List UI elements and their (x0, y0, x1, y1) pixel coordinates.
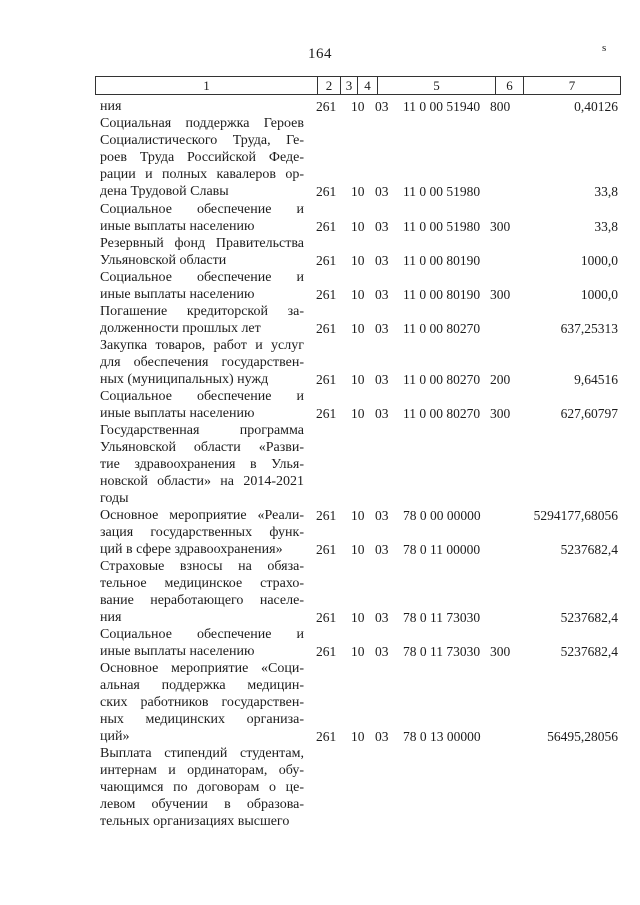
row-description (100, 558, 304, 626)
cell-col-2: 261 (316, 729, 337, 744)
cell-col-7: 5237682,4 (560, 610, 618, 625)
row-description (100, 337, 304, 388)
cell-col-2: 261 (316, 99, 337, 114)
cell-col-3: 10 (351, 372, 365, 387)
cell-col-6: 200 (490, 372, 511, 387)
description-line: долженности прошлых лет (100, 321, 261, 336)
header-col-7: 7 (568, 78, 576, 93)
description-line: вание неработающего населе- (100, 593, 304, 608)
cell-col-3: 10 (351, 406, 365, 421)
row-description (100, 745, 304, 830)
cell-col-5: 11 0 00 80270 (403, 321, 481, 336)
description-line: ния (100, 610, 122, 625)
cell-col-5: 11 0 00 80270 (403, 406, 481, 421)
corner-mark: s (602, 42, 607, 54)
cell-col-5: 78 0 00 00000 (403, 508, 481, 523)
cell-col-2: 261 (316, 253, 337, 268)
description-line: Выплата стипендий студентам, (100, 746, 304, 761)
cell-col-5: 78 0 11 73030 (403, 610, 481, 625)
cell-col-4: 03 (375, 287, 389, 302)
description-line: альная поддержка медицин- (100, 678, 304, 693)
cell-col-6: 300 (490, 287, 511, 302)
row-description (100, 507, 304, 558)
header-col-2: 2 (318, 77, 341, 94)
row-description (100, 235, 304, 269)
cell-col-7: 5237682,4 (560, 644, 618, 659)
cell-col-5: 11 0 00 51980 (403, 184, 481, 199)
description-line: Социальное обеспечение и (100, 270, 304, 285)
description-line: иные выплаты населению (100, 287, 255, 302)
cell-col-5: 11 0 00 80190 (403, 287, 481, 302)
description-line: иные выплаты населению (100, 406, 255, 421)
description-line: новской области» на 2014-2021 (100, 474, 304, 489)
cell-col-7: 0,40126 (574, 99, 618, 114)
description-line: зация государственных функ- (100, 525, 304, 540)
cell-col-7: 9,64516 (574, 372, 618, 387)
page-number: 164 (308, 46, 332, 62)
cell-col-3: 10 (351, 219, 365, 234)
cell-col-4: 03 (375, 184, 389, 199)
description-line: тельных организациях высшего (100, 814, 290, 829)
description-line: Погашение кредиторской за- (100, 304, 304, 319)
cell-col-3: 10 (351, 610, 365, 625)
description-line: дена Трудовой Славы (100, 184, 229, 199)
cell-col-5: 11 0 00 80270 (403, 372, 481, 387)
cell-col-3: 10 (351, 542, 365, 557)
cell-col-7: 56495,28056 (547, 729, 618, 744)
description-line: ских работников государствен- (100, 695, 304, 710)
cell-col-4: 03 (375, 406, 389, 421)
description-line: Основное мероприятие «Соци- (100, 661, 304, 676)
cell-col-4: 03 (375, 644, 389, 659)
cell-col-4: 03 (375, 99, 389, 114)
cell-col-6: 300 (490, 406, 511, 421)
description-line: Ульяновской области (100, 253, 227, 268)
description-line: для обеспечения государствен- (100, 355, 304, 370)
cell-col-5: 78 0 11 00000 (403, 542, 481, 557)
row-description (100, 201, 304, 235)
description-line: Социальное обеспечение и (100, 202, 304, 217)
row-description (100, 626, 304, 660)
description-line: ных медицинских организа- (100, 712, 304, 727)
description-line: Социальное обеспечение и (100, 627, 304, 642)
description-line: ций» (100, 729, 130, 744)
row-description (100, 269, 304, 303)
description-line: Социальная поддержка Героев (100, 116, 304, 131)
description-line: ных (муниципальных) нужд (100, 372, 269, 387)
cell-col-2: 261 (316, 644, 337, 659)
cell-col-4: 03 (375, 372, 389, 387)
cell-col-2: 261 (316, 610, 337, 625)
description-line: Социальное обеспечение и (100, 389, 304, 404)
cell-col-3: 10 (351, 184, 365, 199)
row-description (100, 303, 304, 337)
description-line: Ульяновской области «Разви- (100, 440, 304, 455)
cell-col-7: 637,25313 (560, 321, 618, 336)
cell-col-7: 33,8 (594, 184, 618, 199)
cell-col-3: 10 (351, 729, 365, 744)
cell-col-4: 03 (375, 610, 389, 625)
description-line: иные выплаты населению (100, 644, 255, 659)
description-line: рации и полных кавалеров ор- (100, 167, 304, 182)
description-line: Социалистического Труда, Ге- (100, 133, 304, 148)
cell-col-5: 11 0 00 51980 (403, 219, 481, 234)
cell-col-2: 261 (316, 406, 337, 421)
header-col-5: 5 (378, 77, 496, 94)
cell-col-3: 10 (351, 287, 365, 302)
cell-col-7: 1000,0 (580, 287, 618, 302)
cell-col-4: 03 (375, 729, 389, 744)
header-col-3: 3 (341, 77, 358, 94)
cell-col-5: 78 0 11 73030 (403, 644, 481, 659)
cell-col-3: 10 (351, 644, 365, 659)
header-col-6: 6 (496, 77, 524, 94)
row-description (100, 115, 304, 200)
header-col-4: 4 (358, 77, 378, 94)
cell-col-7: 627,60797 (560, 406, 618, 421)
cell-col-6: 300 (490, 219, 511, 234)
cell-col-4: 03 (375, 321, 389, 336)
cell-col-3: 10 (351, 508, 365, 523)
cell-col-4: 03 (375, 508, 389, 523)
cell-col-2: 261 (316, 219, 337, 234)
description-line: левом обучении в образова- (100, 797, 304, 812)
description-line: Страховые взносы на обяза- (100, 559, 304, 574)
description-line: Закупка товаров, работ и услуг (100, 338, 304, 353)
cell-col-7: 5237682,4 (560, 542, 618, 557)
cell-col-4: 03 (375, 219, 389, 234)
cell-col-3: 10 (351, 321, 365, 336)
cell-col-3: 10 (351, 99, 365, 114)
cell-col-2: 261 (316, 184, 337, 199)
description-line: тие здравоохранения в Улья- (100, 457, 304, 472)
cell-col-5: 11 0 00 51940 (403, 99, 481, 114)
cell-col-2: 261 (316, 321, 337, 336)
cell-col-2: 261 (316, 287, 337, 302)
description-line: ния (100, 99, 122, 114)
cell-col-2: 261 (316, 542, 337, 557)
cell-col-4: 03 (375, 542, 389, 557)
cell-col-3: 10 (351, 253, 365, 268)
description-line: чающимся по договорам о це- (100, 780, 304, 795)
description-line: годы (100, 491, 129, 506)
cell-col-6: 300 (490, 644, 511, 659)
header-col-1: 1 (96, 77, 318, 94)
cell-col-7: 33,8 (594, 219, 618, 234)
cell-col-4: 03 (375, 253, 389, 268)
row-description (100, 422, 304, 507)
cell-col-2: 261 (316, 372, 337, 387)
description-line: Основное мероприятие «Реали- (100, 508, 304, 523)
description-line: Резервный фонд Правительства (100, 236, 304, 251)
description-line: тельное медицинское страхо- (100, 576, 304, 591)
description-line: роев Труда Российской Федe- (100, 150, 304, 165)
cell-col-5: 78 0 13 00000 (403, 729, 481, 744)
description-line: интернам и ординаторам, обу- (100, 763, 304, 778)
row-description (100, 388, 304, 422)
cell-col-5: 11 0 00 80190 (403, 253, 481, 268)
description-line: иные выплаты населению (100, 219, 255, 234)
cell-col-2: 261 (316, 508, 337, 523)
description-line: ций в сфере здравоохранения» (100, 542, 283, 557)
row-description (100, 660, 304, 745)
cell-col-7: 1000,0 (580, 253, 618, 268)
cell-col-7: 5294177,68056 (533, 508, 618, 523)
row-description (100, 98, 304, 115)
description-line: Государственная программа (100, 423, 304, 438)
cell-col-6: 800 (490, 99, 511, 114)
